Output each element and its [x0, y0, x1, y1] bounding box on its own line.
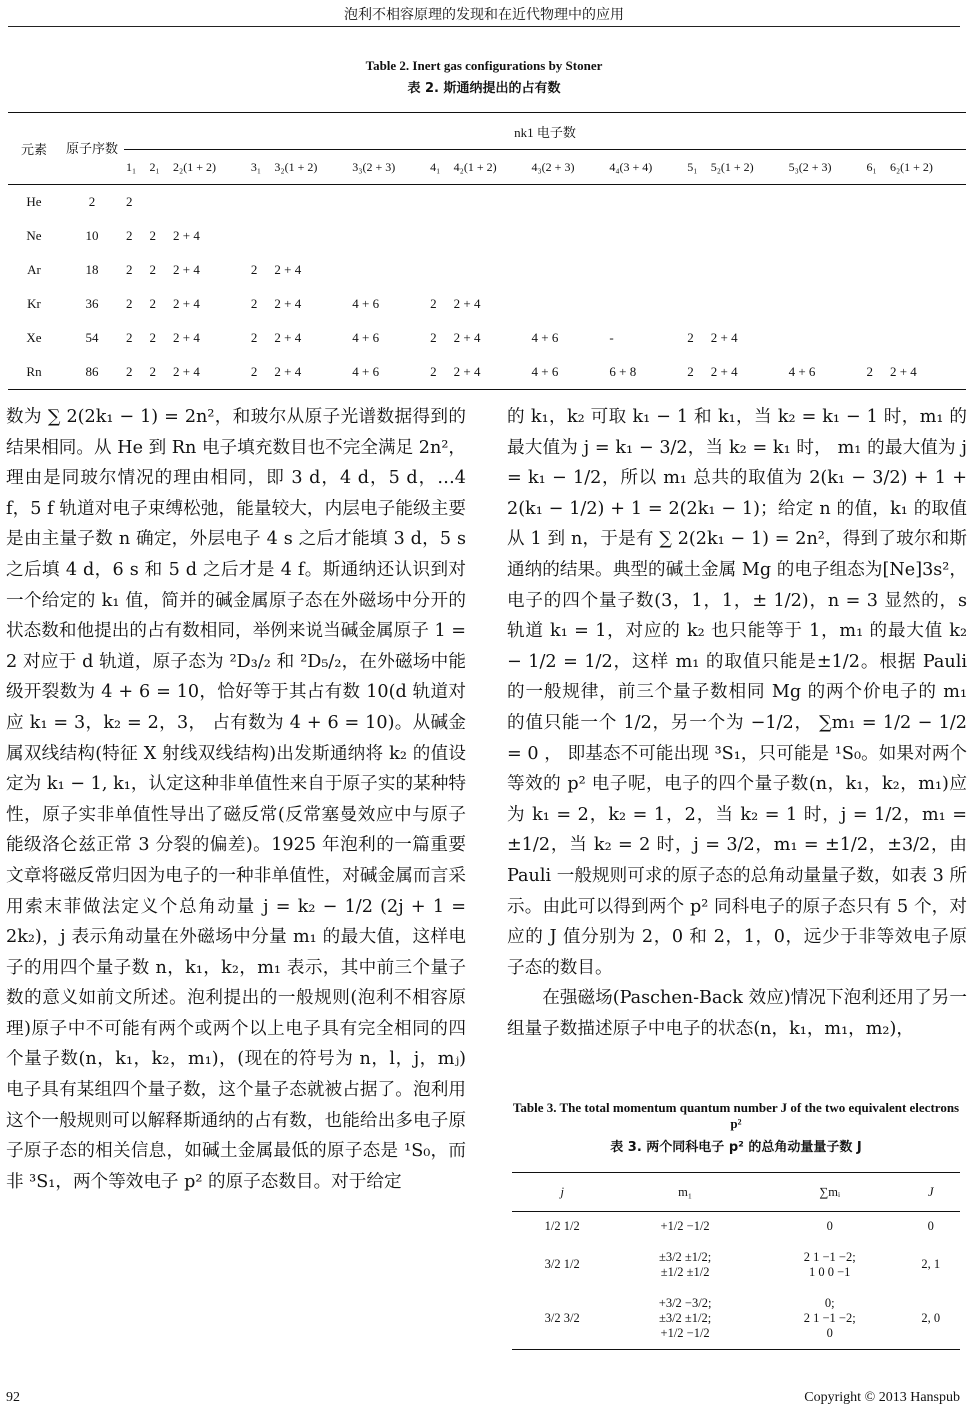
table-cell [709, 253, 787, 287]
table-cell: 2 + 4 [889, 364, 917, 379]
table-cell [864, 253, 888, 287]
table-cell: 36 [85, 296, 99, 311]
copyright: Copyright © 2013 Hanspub [804, 1390, 960, 1405]
table-cell [758, 1212, 902, 1242]
col-element-header: 元素 [8, 113, 60, 185]
table-cell [148, 185, 172, 220]
table-cell [530, 287, 608, 321]
col-group-header: nk1 电子数 [124, 113, 966, 150]
table-cell: 10 [85, 228, 99, 243]
cell-line: +1/2 −1/2 [660, 1219, 710, 1234]
table-row [512, 1242, 960, 1288]
table-row [512, 1212, 960, 1242]
cell-line: +1/2 −1/2 [660, 1325, 710, 1340]
table-cell: 2 + 4 [274, 330, 302, 345]
subheader-cell: 4₁ [430, 159, 441, 174]
subheader-cell: 2₁ [149, 159, 160, 174]
table-cell [787, 253, 865, 287]
table-cell: 1/2 1/2 [544, 1219, 580, 1234]
table-cell: 2 [430, 330, 437, 345]
table-cell: Ar [27, 262, 41, 277]
table-cell [428, 253, 452, 287]
table-cell: 2 + 4 [274, 262, 302, 277]
page-number: 92 [6, 1390, 20, 1405]
table-cell: 4 + 6 [352, 330, 380, 345]
subheader-cell: 3₃(2 + 3) [352, 159, 396, 174]
table-cell: 2 [250, 296, 258, 311]
table-cell [607, 287, 685, 321]
table-cell [709, 287, 787, 321]
table-cell [864, 287, 888, 321]
left-paragraph: 数为 ∑ 2(2k₁ − 1) = 2n²，和玻尔从原子光谱数据得到的结果相同。从 He 到 Rn 电子填充数目也不完全满足 2n²，理由是同玻尔情况的理由相同，即 3 d，4 d，5 d，…4 f，5 f 轨道对电子束缚松弛，能量较大，内层电子能级主要是由主量子数 n 确定，外层电子 4 s 之后才能填 3 d，5 s 之后填 4 d，6 s 和 5 d 之后才是 4 f。斯通纳还认识到对一个给定的 k₁ 值，简并的碱金属原子态在外磁场中分开的状态数和他提出的占有数相同，举例来说当碱金属原子 1 = 2 对应于 d 轨道，原子态为 ²D₃/₂ 和 ²D₅/₂，在外磁场中能级开裂数为 4 + 6 = 10，恰好等于其占有数 10(d 轨道对应 k₁ = 3，k₂ = 2，3， 占有数为 4 + 6 = 10)。从碱金属双线结构(特征 X 射线双线结构)出发斯通纳将 k₂ 的值设定为 k₁ − 1, k₁，认定这种非单值性来自于原子实的某种特性，原子实非单值性导出了磁反常(反常塞曼效应中与原子能级洛仑兹正常 3 分裂的偏差)。1925 年泡利的一篇重要文章将磁反常归因为电子的一种非单值性，对碱金属而言采用索末菲做法定义个总角动量 j = k₂ − 1/2 (2j + 1 = 2k₂)，j 表示角动量在外磁场中分量 m₁ 的最大值，这样电子的用四个量子数 n，k₁，k₂，m₁ 表示，其中前三个量子数的意义如前文所述。泡利提出的一般规则(泡利不相容原理)原子中不可能有两个或两个以上电子具有完全相同的四个量子数(n，k₁，k₂，m₁)，(现在的符号为 n，l，j，mⱼ)电子具有某组四个量子数，这个量子态就被占据了。泡利用这个一般规则可以解释斯通纳的占有数，也能给出多电子原子原子态的相关信息，如碱土金属最低的原子态是 ¹S₀，而非 ³S₁，两个等效电子 p² 的原子态数目。对于给定 [6, 407, 466, 1192]
running-head: 泡利不相容原理的发现和在近代物理中的应用 [344, 7, 624, 23]
subheader-cell: 4₂(1 + 2) [453, 159, 497, 174]
table-cell: 2 [149, 364, 157, 379]
table-cell: 2 + 4 [453, 296, 481, 311]
t3-header-sum: ∑mᵢ [819, 1184, 841, 1199]
table-cell [709, 219, 787, 253]
table-cell: 2 [126, 296, 133, 311]
table-cell [758, 1288, 902, 1350]
subheader-cell: 3₂(1 + 2) [274, 159, 318, 174]
table-cell: 2 [88, 194, 96, 209]
table-cell [350, 253, 428, 287]
cell-line: ±3/2 ±1/2; [658, 1310, 712, 1325]
table-cell [350, 219, 428, 253]
table-cell [787, 219, 865, 253]
t3-header-m: m₁ [678, 1184, 693, 1199]
table-cell: 2 [149, 330, 157, 345]
table-cell [864, 219, 888, 253]
table-cell [864, 321, 888, 355]
cell-line: 2 1 −1 −2; [803, 1310, 856, 1325]
table-cell [171, 185, 249, 220]
table-cell [709, 185, 787, 220]
table-cell [428, 219, 452, 253]
table-row [8, 219, 966, 253]
table-cell: 2 [250, 330, 258, 345]
table-cell: 4 + 6 [352, 296, 380, 311]
table-cell: Rn [26, 364, 42, 379]
cell-line: 2 1 −1 −2; [803, 1249, 856, 1264]
subheader-cell: 5₃(2 + 3) [788, 159, 832, 174]
table-cell: 2 [126, 262, 133, 277]
subheader-cell: 5₂(1 + 2) [710, 159, 754, 174]
table-cell: 4 + 6 [788, 364, 816, 379]
cell-line: 1 0 0 −1 [808, 1264, 851, 1279]
cell-line: 0 [826, 1219, 833, 1234]
table-row [8, 355, 966, 390]
table-cell [530, 219, 608, 253]
table-cell: He [26, 194, 42, 209]
table-cell: 2, 0 [921, 1310, 941, 1325]
table-cell: 2 [866, 364, 873, 379]
table-cell: Ne [26, 228, 42, 243]
table-cell [787, 321, 865, 355]
table-cell [249, 185, 273, 220]
table-cell: 3/2 3/2 [544, 1310, 580, 1325]
table-cell [452, 219, 530, 253]
subheader-cell: 3₁ [250, 159, 262, 174]
table-cell: 2 [126, 364, 133, 379]
table-cell: 2 [126, 330, 133, 345]
right-paragraph-2: 在强磁场(Paschen-Back 效应)情况下泡利还用了另一组量子数描述原子中电子的状态(n，k₁，m₁，m₂)， [507, 988, 967, 1039]
table2-caption-en: Table 2. Inert gas configurations by Stoner [365, 58, 603, 73]
table-cell [272, 185, 350, 220]
table-cell: 2 [430, 364, 437, 379]
cell-line: +3/2 −3/2; [658, 1295, 712, 1310]
table-cell [612, 1288, 758, 1350]
subheader-cell: 4₄(3 + 4) [609, 159, 653, 174]
table-cell [530, 253, 608, 287]
t3-header-J: J [927, 1184, 934, 1199]
table-cell: 2 + 4 [453, 330, 481, 345]
table-row [8, 253, 966, 287]
table-cell: 2 [149, 262, 157, 277]
t3-header-j: j [560, 1184, 564, 1199]
table-cell: 86 [85, 364, 99, 379]
col-atomic-header: 原子序数 [60, 113, 124, 185]
table-cell: 2 + 4 [173, 296, 200, 311]
table-cell: 2 + 4 [173, 330, 200, 345]
table-cell [864, 185, 888, 220]
table-cell [685, 219, 709, 253]
table-cell [612, 1212, 758, 1242]
table-cell [888, 253, 966, 287]
cell-line: 0 [826, 1325, 833, 1340]
table-cell: Kr [27, 296, 41, 311]
table-cell [350, 185, 428, 220]
table-cell [530, 185, 608, 220]
table-cell: 2 + 4 [710, 330, 738, 345]
table-cell: 2 [126, 194, 133, 209]
table-cell: 4 + 6 [531, 364, 559, 379]
table-cell: 3/2 1/2 [544, 1257, 580, 1271]
table-cell [758, 1242, 902, 1288]
table-cell [685, 185, 709, 220]
table-cell [888, 321, 966, 355]
table3-caption-en: Table 3. The total momentum quantum number J of the two equivalent electrons p² [512, 1100, 960, 1131]
table-row [8, 321, 966, 355]
table-row [8, 287, 966, 321]
table-cell: 0 [927, 1219, 934, 1234]
table-cell: 2 + 4 [274, 364, 302, 379]
table-cell: 2 [430, 296, 437, 311]
subheader-cell: 6₁ [866, 159, 877, 174]
cell-line: ±1/2 ±1/2 [660, 1264, 710, 1279]
table-cell [685, 253, 709, 287]
cell-line: ±3/2 ±1/2; [658, 1249, 712, 1264]
table-row [512, 1288, 960, 1350]
table-cell: 4 + 6 [352, 364, 380, 379]
table-cell [888, 185, 966, 220]
subheader-cell: 2₂(1 + 2) [173, 159, 216, 174]
table-cell: 2 [687, 330, 694, 345]
subheader-cell: 5₁ [687, 159, 698, 174]
right-paragraph-1: 的 k₁，k₂ 可取 k₁ − 1 和 k₁，当 k₂ = k₁ − 1 时，m₁ 的最大值为 j = k₁ − 3/2，当 k₂ = k₁ 时， m₁ 的最大值为 j = k₁ − 1/2，所以 m₁ 总共的取值为 2(k₁ − 3/2) + 1 + 2(k₁ − 1/2) + 1 = 2(2k₁ − 1)；给定 n 的值，k₁ 的取值从 1 到 n，于是有 ∑ 2(2k₁ − 1) = 2n²，得到了玻尔和斯通纳的结果。典型的碱土金属 Mg 的电子组态为[Ne]3s²，电子的四个量子数(3，1，1，± 1/2)，n = 3 显然的，s 轨道 k₁ = 1，对应的 k₂ 也只能等于 1，m₁ 的最大值 k₂ − 1/2 = 1/2，这样 m₁ 的取值只能是±1/2。根据 Pauli 的一般规律，前三个量子数相同 Mg 的两个价电子的 m₁ 的值只能一个 1/2，另一个为 −1/2， ∑m₁ = 1/2 − 1/2 = 0 ， 即基态不可能出现 ³S₁，只可能是 ¹S₀。如果对两个等效的 p² 电子呢，电子的四个量子数(n，k₁，k₂，m₁)应为 k₁ = 2，k₂ = 1，2，当 k₂ = 1 时，j = 1/2，m₁ = ±1/2，当 k₂ = 2 时，j = 3/2，m₁ = ±1/2，±3/2，由 Pauli 一般规则可求的原子态的总角动量量子数，如表 3 所示。由此可以得到两个 p² 同科电子的原子态只有 5 个，对应的 J 值分别为 2，0 和 2，1，0，远少于非等效电子原子态的数目。 [507, 407, 967, 978]
table-cell [452, 253, 530, 287]
table-row [8, 185, 966, 220]
table-cell: 2 + 4 [173, 364, 200, 379]
table-cell: 6 + 8 [609, 364, 637, 379]
table-cell [428, 185, 452, 220]
table-cell [888, 219, 966, 253]
table-cell [612, 1242, 758, 1288]
table-cell: Xe [26, 330, 42, 345]
table-cell: 2 + 4 [173, 228, 200, 243]
table-cell: 2 [126, 228, 133, 243]
table-cell: 2 + 4 [274, 296, 302, 311]
table-3 [512, 1172, 960, 1350]
table-cell [685, 287, 709, 321]
table-cell: 2 [149, 296, 157, 311]
table-cell: - [609, 330, 614, 345]
table-cell: 2 [250, 262, 258, 277]
table-cell [787, 287, 865, 321]
table-cell: 2 [149, 228, 157, 243]
table-cell [249, 219, 273, 253]
table-cell: 2 [687, 364, 694, 379]
right-column [507, 402, 967, 1044]
table-cell: 2, 1 [921, 1257, 941, 1271]
subheader-cell: 1₁ [126, 159, 137, 174]
table-cell: 18 [85, 262, 99, 277]
subheader-cell: 6₂(1 + 2) [889, 159, 933, 174]
subheader-cell: 4₃(2 + 3) [531, 159, 575, 174]
table-cell [888, 287, 966, 321]
table-cell: 2 + 4 [173, 262, 200, 277]
table-cell: 4 + 6 [531, 330, 559, 345]
left-column [6, 402, 466, 1197]
header-rule [8, 26, 960, 27]
table-cell: 2 + 4 [710, 364, 738, 379]
table-cell [787, 185, 865, 220]
table-cell [272, 219, 350, 253]
table-cell: 2 [250, 364, 258, 379]
table3-caption-zh: 表 3. 两个同科电子 p² 的总角动量量子数 J [610, 1140, 862, 1155]
table-cell [607, 219, 685, 253]
cell-line: 0; [824, 1295, 835, 1310]
table-cell [607, 185, 685, 220]
table-cell [607, 253, 685, 287]
table-2 [8, 112, 966, 390]
table-cell: 54 [85, 330, 99, 345]
table-cell: 2 + 4 [453, 364, 481, 379]
table2-caption-zh: 表 2. 斯通纳提出的占有数 [407, 81, 561, 96]
table-cell [452, 185, 530, 220]
